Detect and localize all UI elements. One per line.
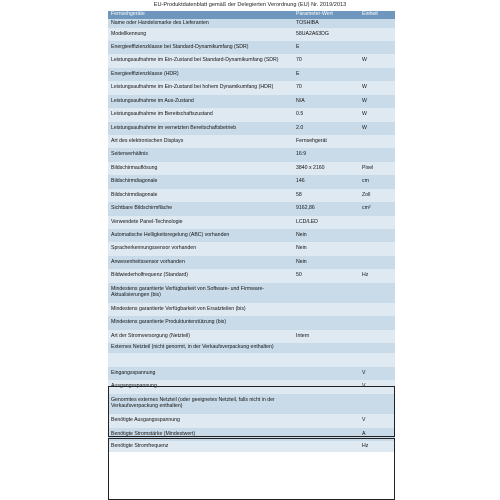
row-unit bbox=[362, 28, 395, 41]
row-value: 70 bbox=[296, 57, 302, 64]
row-label: Mindestens garantierte Verfügbarkeit von Software- und Firmware-Aktualisierungen (bis) bbox=[111, 286, 265, 298]
table-row bbox=[108, 283, 395, 303]
row-unit bbox=[362, 41, 395, 54]
datasheet-table bbox=[108, 11, 395, 500]
table-row bbox=[108, 122, 395, 135]
row-unit bbox=[362, 283, 395, 303]
row-label: Benötigte Ausgangsspannung bbox=[111, 417, 180, 424]
row-unit bbox=[362, 68, 395, 81]
table-row bbox=[108, 189, 395, 202]
table-row bbox=[108, 202, 395, 216]
row-value: 9162,86 bbox=[296, 205, 315, 212]
header-unit: Einheit bbox=[362, 11, 378, 18]
row-unit: Zoll bbox=[362, 191, 371, 198]
row-label: Sichtbare Bildschirmfläche bbox=[111, 205, 173, 212]
row-unit bbox=[362, 242, 395, 256]
row-value: E bbox=[296, 70, 300, 77]
row-label: Leistungsaufnahme im Aus-Zustand bbox=[111, 97, 194, 104]
row-label: Name oder Handelsmarke des Lieferanten bbox=[111, 19, 209, 26]
row-value bbox=[296, 441, 362, 452]
row-value: Nein bbox=[296, 245, 307, 252]
header-parameter: Fernsehgeräte bbox=[111, 11, 145, 18]
row-unit bbox=[362, 330, 395, 343]
row-unit bbox=[362, 216, 395, 229]
row-label: Eingangsspannung bbox=[111, 369, 156, 376]
table-row bbox=[108, 19, 395, 28]
table-row bbox=[108, 162, 395, 175]
row-label: Genormtes externes Netzteil (oder geeignetes Netzteil, falls nicht in der Verkaufsverpackung enthalten) bbox=[111, 397, 275, 409]
row-value: LCD/LED bbox=[296, 218, 318, 225]
row-unit: W bbox=[362, 57, 367, 64]
row-unit: Hz bbox=[362, 442, 369, 449]
row-unit bbox=[362, 343, 395, 353]
table-row bbox=[108, 175, 395, 189]
row-unit bbox=[362, 19, 395, 28]
row-value: E bbox=[296, 43, 300, 50]
row-unit: W bbox=[362, 124, 367, 131]
table-row bbox=[108, 414, 395, 428]
row-label: Mindestens garantierte Produktunterstützung (bis) bbox=[111, 319, 227, 326]
table-row bbox=[108, 216, 395, 229]
row-unit: A bbox=[362, 430, 366, 437]
row-label: Spracherkennungssensor vorhanden bbox=[111, 245, 197, 252]
row-label: Mindestens garantierte Verfügbarkeit von Ersatzteilen (bis) bbox=[111, 305, 246, 312]
row-value bbox=[296, 380, 362, 394]
row-value: 58 bbox=[296, 191, 302, 198]
row-value bbox=[296, 353, 362, 367]
row-value bbox=[296, 394, 362, 414]
row-label: Leistungsaufnahme im Bereitschaftszustand bbox=[111, 111, 213, 118]
row-value bbox=[296, 414, 362, 428]
row-label: Leistungsaufnahme im vernetzten Bereitschaftsbetrieb bbox=[111, 124, 237, 131]
row-label: Benötigte Stromfrequenz bbox=[111, 442, 169, 449]
row-value: TOSHIBA bbox=[296, 19, 319, 26]
row-unit: cm bbox=[362, 178, 369, 185]
table-row bbox=[108, 380, 395, 394]
row-value: N/A bbox=[296, 97, 305, 104]
row-value: Nein bbox=[296, 258, 307, 265]
row-value: 58UA2A63DG bbox=[296, 30, 329, 37]
row-value: 16:9 bbox=[296, 151, 307, 158]
row-unit: W bbox=[362, 97, 367, 104]
row-unit: W bbox=[362, 111, 367, 118]
row-value: 2.0 bbox=[296, 124, 304, 131]
row-unit: V bbox=[362, 383, 366, 390]
row-value: 3840 x 2160 bbox=[296, 164, 325, 171]
table-row bbox=[108, 135, 395, 148]
row-value bbox=[296, 428, 362, 441]
row-unit: V bbox=[362, 369, 366, 376]
row-unit bbox=[362, 303, 395, 316]
row-unit bbox=[362, 148, 395, 162]
table-row bbox=[108, 41, 395, 54]
table-row bbox=[108, 68, 395, 81]
table-row bbox=[108, 330, 395, 343]
table-row bbox=[108, 148, 395, 162]
row-label: Energieeffizienzklasse (HDR) bbox=[111, 70, 179, 77]
row-value bbox=[296, 303, 362, 316]
row-value: 50 bbox=[296, 272, 302, 279]
row-value bbox=[296, 343, 362, 353]
page-title: EU-Produktdatenblatt gemäß der Delegierten Verordnung (EU) Nr. 2019/2013 bbox=[153, 2, 347, 8]
row-unit bbox=[362, 353, 395, 367]
row-value: 146 bbox=[296, 178, 305, 185]
row-label: Bildschirmdiagonale bbox=[111, 178, 158, 185]
table-header-row bbox=[108, 11, 395, 19]
table-row bbox=[108, 316, 395, 330]
table-row bbox=[108, 95, 395, 108]
table-row bbox=[108, 303, 395, 316]
table-row bbox=[108, 256, 395, 269]
table-row bbox=[108, 242, 395, 256]
row-unit: V bbox=[362, 417, 366, 424]
table-row bbox=[108, 229, 395, 242]
row-unit bbox=[362, 229, 395, 242]
table-row bbox=[108, 367, 395, 380]
row-label: Externes Netzteil (nicht genormt, in der Verkaufsverpackung enthalten) bbox=[111, 344, 274, 351]
row-label: Automatische Helligkeitsregelung (ABC) vorhanden bbox=[111, 231, 230, 238]
table-row bbox=[108, 108, 395, 122]
row-label: Energieeffizienzklasse bei Standard-Dynamikumfang (SDR) bbox=[111, 43, 249, 50]
row-label: Anwesenheitssensor vorhanden bbox=[111, 258, 185, 265]
table-row bbox=[108, 343, 395, 353]
row-unit bbox=[362, 135, 395, 148]
row-value: Nein bbox=[296, 231, 307, 238]
row-label: Leistungsaufnahme im Ein-Zustand bei Standard-Dynamikumfang (SDR) bbox=[111, 57, 279, 64]
table-row bbox=[108, 269, 395, 283]
row-label: Modellkennung bbox=[111, 30, 147, 37]
header-value: Parameter-Wert bbox=[296, 11, 333, 18]
row-label: Bildschirmauflösung bbox=[111, 164, 158, 171]
table-row bbox=[108, 28, 395, 41]
row-unit: cm² bbox=[362, 205, 371, 212]
row-value: Intern bbox=[296, 332, 310, 339]
row-value: 70 bbox=[296, 84, 302, 91]
table-row bbox=[108, 394, 395, 414]
row-unit: Hz bbox=[362, 272, 369, 279]
table-row bbox=[108, 54, 395, 68]
table-row bbox=[108, 81, 395, 95]
row-value bbox=[296, 367, 362, 380]
row-label bbox=[108, 353, 296, 367]
row-value bbox=[296, 283, 362, 303]
row-value: 0.5 bbox=[296, 111, 304, 118]
row-label: Bildwiederholfrequenz (Standard) bbox=[111, 272, 188, 279]
row-label: Benötigte Stromstärke (Mindestwert) bbox=[111, 430, 196, 437]
row-unit bbox=[362, 256, 395, 269]
row-label: Verwendete Panel-Technologie bbox=[111, 218, 183, 225]
table-row bbox=[108, 441, 395, 452]
row-unit: Pixel bbox=[362, 164, 374, 171]
table-row bbox=[108, 428, 395, 441]
row-value: Fernsehgerät bbox=[296, 137, 327, 144]
row-label: Ausgangsspannung bbox=[111, 383, 157, 390]
row-unit: W bbox=[362, 84, 367, 91]
row-value bbox=[296, 316, 362, 330]
row-label: Leistungsaufnahme im Ein-Zustand bei hohem Dynamikumfang (HDR) bbox=[111, 84, 274, 91]
table-row bbox=[108, 353, 395, 367]
row-label: Art des elektronischen Displays bbox=[111, 137, 184, 144]
row-label: Art der Stromversorgung (Netzteil) bbox=[111, 332, 190, 339]
row-unit bbox=[362, 316, 395, 330]
row-label: Bildschirmdiagonale bbox=[111, 191, 158, 198]
table-body bbox=[108, 19, 395, 452]
row-unit bbox=[362, 394, 395, 414]
row-label: Seitenverhältnis bbox=[111, 151, 148, 158]
